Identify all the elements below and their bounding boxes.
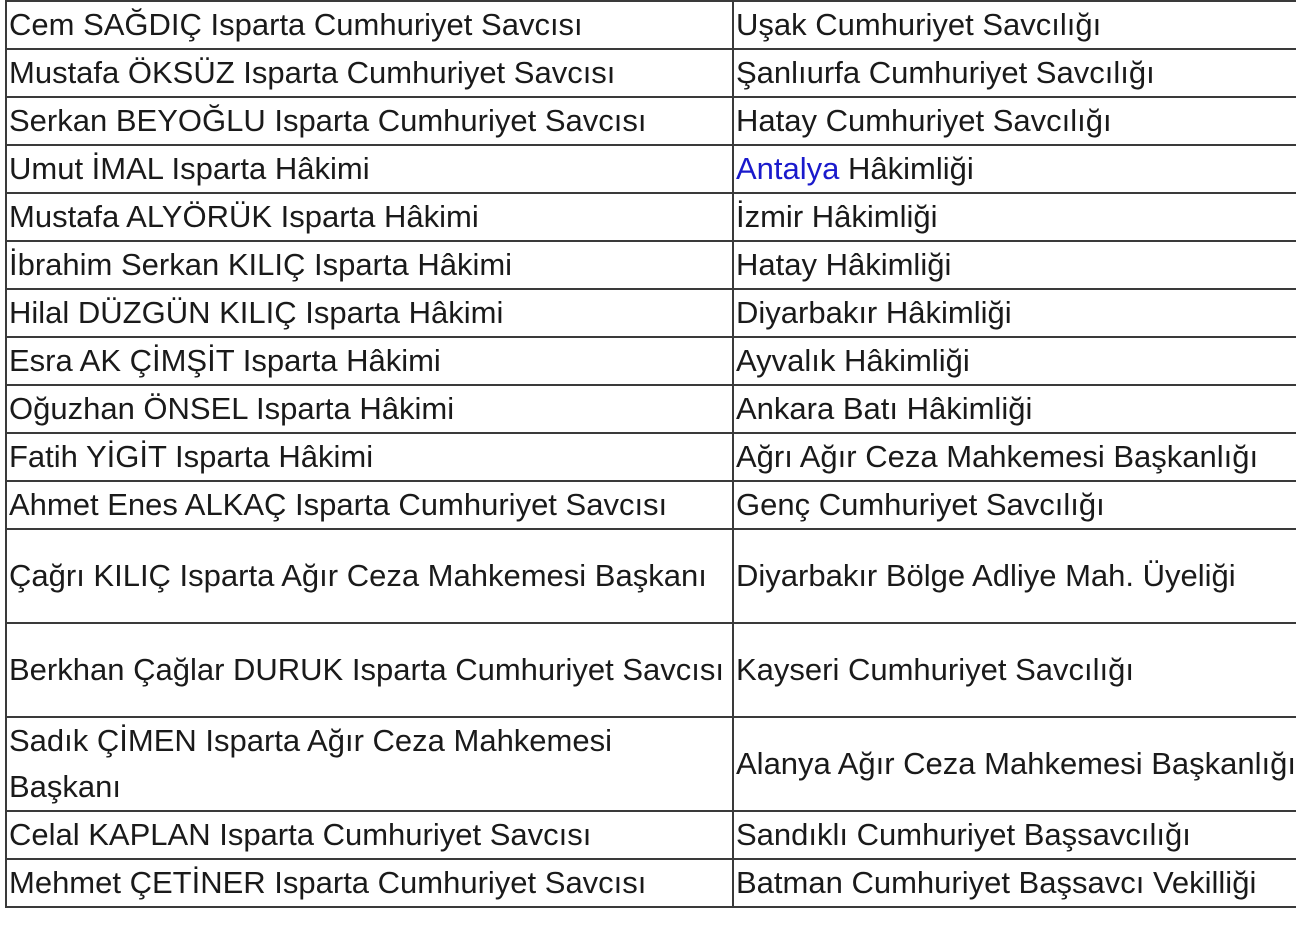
destination-cell: Hatay Hâkimliği bbox=[733, 241, 1296, 289]
table-row bbox=[6, 97, 1296, 145]
name-cell: Serkan BEYOĞLU Isparta Cumhuriyet Savcısı bbox=[6, 97, 733, 145]
table-row bbox=[6, 529, 1296, 623]
table-row bbox=[6, 717, 1296, 811]
name-cell: Çağrı KILIÇ Isparta Ağır Ceza Mahkemesi Başkanı bbox=[6, 529, 733, 623]
destination-cell: Hatay Cumhuriyet Savcılığı bbox=[733, 97, 1296, 145]
table-row bbox=[6, 481, 1296, 529]
table-row bbox=[6, 1, 1296, 49]
name-cell: Cem SAĞDIÇ Isparta Cumhuriyet Savcısı bbox=[6, 1, 733, 49]
name-cell: Umut İMAL Isparta Hâkimi bbox=[6, 145, 733, 193]
destination-cell: Alanya Ağır Ceza Mahkemesi Başkanlığı bbox=[733, 717, 1296, 811]
destination-cell: Sandıklı Cumhuriyet Başsavcılığı bbox=[733, 811, 1296, 859]
table-row bbox=[6, 49, 1296, 97]
table-row bbox=[6, 289, 1296, 337]
destination-cell: Ankara Batı Hâkimliği bbox=[733, 385, 1296, 433]
destination-cell: İzmir Hâkimliği bbox=[733, 193, 1296, 241]
destination-cell: Batman Cumhuriyet Başsavcı Vekilliği bbox=[733, 859, 1296, 907]
name-cell: Celal KAPLAN Isparta Cumhuriyet Savcısı bbox=[6, 811, 733, 859]
destination-cell: Diyarbakır Bölge Adliye Mah. Üyeliği bbox=[733, 529, 1296, 623]
table-row bbox=[6, 385, 1296, 433]
destination-cell: Genç Cumhuriyet Savcılığı bbox=[733, 481, 1296, 529]
table-row bbox=[6, 241, 1296, 289]
appointments-table bbox=[5, 0, 1296, 908]
name-cell: Ahmet Enes ALKAÇ Isparta Cumhuriyet Savcısı bbox=[6, 481, 733, 529]
name-cell: Berkhan Çağlar DURUK Isparta Cumhuriyet Savcısı bbox=[6, 623, 733, 717]
table-row bbox=[6, 859, 1296, 907]
table-row bbox=[6, 623, 1296, 717]
destination-cell: Ayvalık Hâkimliği bbox=[733, 337, 1296, 385]
destination-cell: Kayseri Cumhuriyet Savcılığı bbox=[733, 623, 1296, 717]
table-row bbox=[6, 145, 1296, 193]
antalya-link[interactable]: Antalya bbox=[736, 151, 840, 186]
name-cell: Mehmet ÇETİNER Isparta Cumhuriyet Savcısı bbox=[6, 859, 733, 907]
table-row bbox=[6, 811, 1296, 859]
name-cell: Hilal DÜZGÜN KILIÇ Isparta Hâkimi bbox=[6, 289, 733, 337]
name-cell: Mustafa ALYÖRÜK Isparta Hâkimi bbox=[6, 193, 733, 241]
table-row bbox=[6, 337, 1296, 385]
table-row bbox=[6, 433, 1296, 481]
table-row bbox=[6, 193, 1296, 241]
name-cell: Sadık ÇİMEN Isparta Ağır Ceza Mahkemesi Başkanı bbox=[6, 717, 733, 811]
destination-cell bbox=[733, 145, 1296, 193]
destination-cell: Uşak Cumhuriyet Savcılığı bbox=[733, 1, 1296, 49]
name-cell: Oğuzhan ÖNSEL Isparta Hâkimi bbox=[6, 385, 733, 433]
name-cell: Esra AK ÇİMŞİT Isparta Hâkimi bbox=[6, 337, 733, 385]
destination-suffix: Hâkimliği bbox=[839, 151, 974, 186]
destination-cell: Şanlıurfa Cumhuriyet Savcılığı bbox=[733, 49, 1296, 97]
name-cell: Mustafa ÖKSÜZ Isparta Cumhuriyet Savcısı bbox=[6, 49, 733, 97]
name-cell: Fatih YİGİT Isparta Hâkimi bbox=[6, 433, 733, 481]
name-cell: İbrahim Serkan KILIÇ Isparta Hâkimi bbox=[6, 241, 733, 289]
destination-cell: Ağrı Ağır Ceza Mahkemesi Başkanlığı bbox=[733, 433, 1296, 481]
destination-cell: Diyarbakır Hâkimliği bbox=[733, 289, 1296, 337]
